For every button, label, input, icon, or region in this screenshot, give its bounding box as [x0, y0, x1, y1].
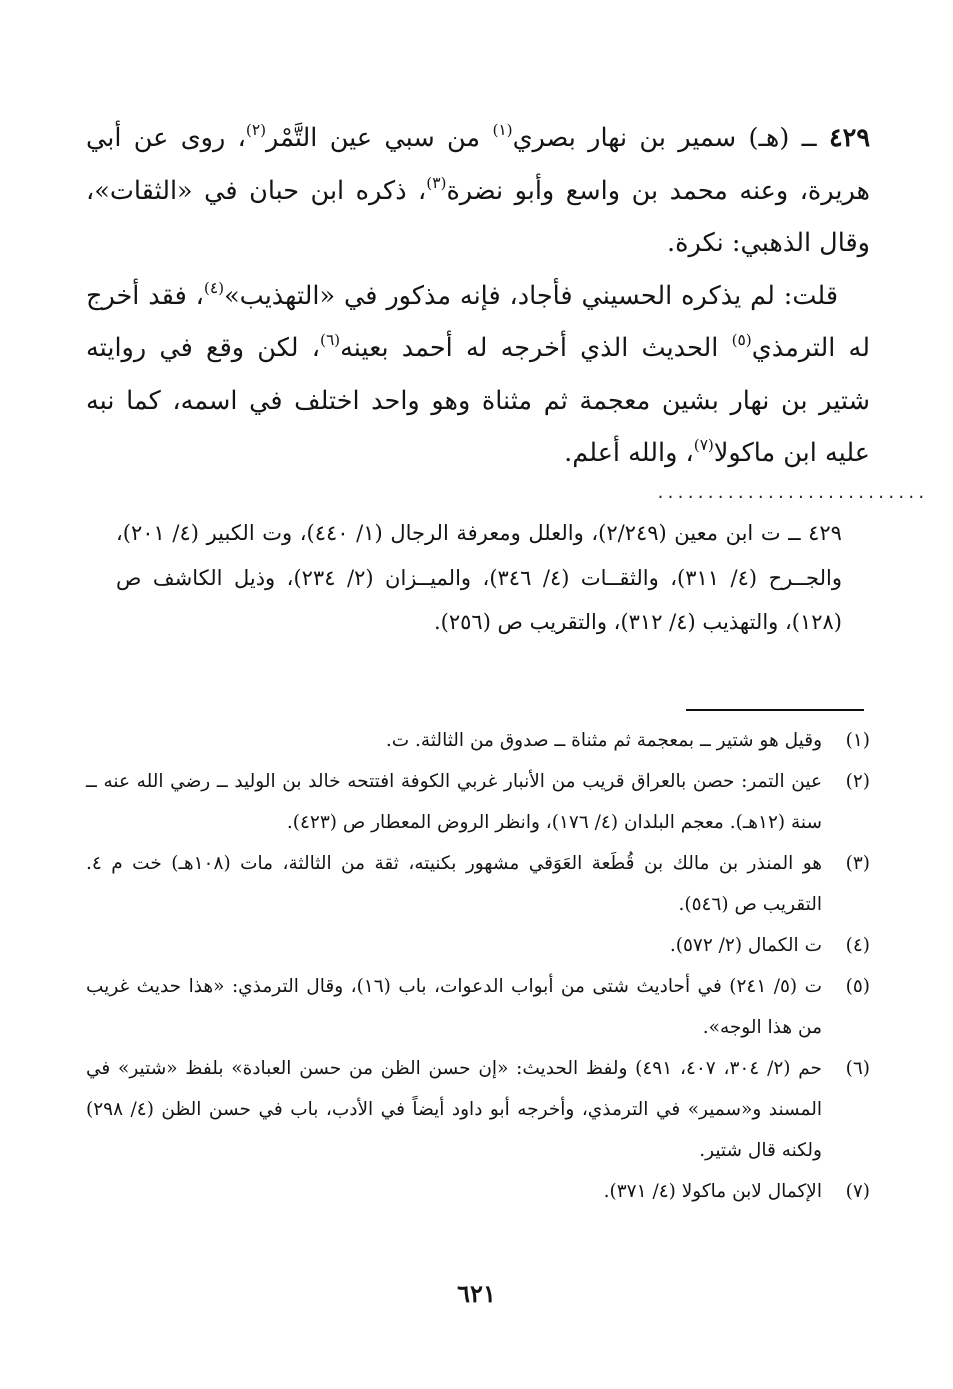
footnote-number: (٤)	[845, 935, 870, 956]
entry-text: ، ذكره ابن حبان في «الثقات»، وقال الذهبي: نكرة.	[86, 175, 870, 258]
footnote-number: (٥)	[845, 976, 870, 997]
footnote-text: وقيل هو شتير ــ بمعجمة ثم مثناة ــ صدوق من الثالثة. ت.	[385, 730, 822, 751]
sources-text: ٤٢٩ ــ ت ابن معين (٢/٢٤٩)، والعلل ومعرفة الرجال (١/ ٤٤٠)، وت الكبير (٤/ ٢٠١)، والجــرح (٤/ ٣١١)، والثقــات (٤/ ٣٤٦)، والميــزان (٢/ ٢٣٤)، وذيل الكاشف ص (١٢٨)، والتهذيب (٤/ ٣١٢)، والتقريب ص (٢٥٦).	[116, 521, 842, 634]
main-entry	[86, 112, 870, 480]
sources-block	[116, 511, 842, 645]
footnote-text: هو المنذر بن مالك بن قُطَعة العَوَقي مشهور بكنيته، ثقة من الثالثة، مات (١٠٨هـ) خت م ٤. التقريب ص (٥٤٦).	[86, 853, 823, 915]
entry-text: من سبي عين التَّمْر	[266, 123, 481, 153]
footnote-divider	[686, 709, 864, 711]
footnote-ref-6[interactable]: (٦)	[319, 330, 341, 349]
footnotes	[86, 720, 870, 1212]
footnote-ref-7[interactable]: (٧)	[693, 435, 714, 454]
entry-code: (هـ)	[748, 123, 790, 153]
entry-text: ، فقد أخرج له الترمذي	[86, 280, 870, 363]
footnote-number: (١)	[845, 730, 870, 751]
entry-text: ، روى عن أبي هريرة، وعنه محمد بن واسع وأبو نضرة	[86, 123, 870, 206]
dotted-separator: ...........................	[656, 484, 927, 502]
footnote-text: عين التمر: حصن بالعراق قريب من الأنبار غربي الكوفة افتتحه خالد بن الوليد ــ رضي الله عنه ــ سنة (١٢هـ). معجم البلدان (٤/ ١٧٦)، وانظر الروض المعطار ص (٤٢٣).	[86, 771, 822, 833]
footnote-4	[86, 925, 870, 966]
footnote-number: (٣)	[845, 853, 870, 874]
footnote-ref-4[interactable]: (٤)	[203, 278, 225, 297]
footnote-ref-1[interactable]: (١)	[492, 120, 513, 139]
footnote-7	[86, 1171, 870, 1212]
page-number: ٦٢١	[457, 1279, 496, 1308]
footnote-3	[86, 843, 870, 925]
entry-text: الحديث الذي أخرجه له أحمد بعينه	[340, 333, 732, 363]
footnote-ref-5[interactable]: (٥)	[731, 330, 752, 349]
footnote-text: الإكمال لابن ماكولا (٤/ ٣٧١).	[603, 1181, 822, 1202]
footnote-6	[86, 1048, 870, 1171]
footnote-2	[86, 761, 870, 843]
footnote-ref-3[interactable]: (٣)	[426, 173, 447, 192]
footnote-number: (٧)	[845, 1181, 870, 1202]
narrator-name: سمير بن نهار بصري	[512, 123, 737, 153]
entry-paragraph-2	[86, 270, 870, 480]
footnote-text: حم (٢/ ٣٠٤، ٤٠٧، ٤٩١) ولفظ الحديث: «إن حسن الظن من حسن العبادة» بلفظ «شتير» في المسند و«سمير» في الترمذي، وأخرجه أبو داود أيضاً في الأدب، باب في حسن الظن (٤/ ٢٩٨) ولكنه قال شتير.	[86, 1058, 823, 1161]
entry-text: ، والله أعلم.	[564, 438, 694, 468]
footnote-5	[86, 966, 870, 1048]
footnote-ref-2[interactable]: (٢)	[245, 120, 267, 139]
footnote-text: ت (٥/ ٢٤١) في أحاديث شتى من أبواب الدعوات، باب (١٦)، وقال الترمذي: «هذا حديث غريب من هذا الوجه».	[86, 976, 822, 1038]
footnote-text: ت الكمال (٢/ ٥٧٢).	[669, 935, 822, 956]
footnote-number: (٢)	[845, 771, 870, 792]
footnote-1	[86, 720, 870, 761]
footnote-number: (٦)	[845, 1058, 870, 1079]
entry-text: قلت: لم يذكره الحسيني فأجاد، فإنه مذكور في «التهذيب»	[224, 280, 839, 311]
entry-text: ، لكن وقع في روايته شتير بن نهار بشين معجمة ثم مثناة وهو واحد اختلف في اسمه، كما نبه عليه ابن ماكولا	[86, 333, 870, 468]
entry-number: ٤٢٩	[828, 123, 871, 153]
entry-paragraph-1: ٤٢٩ ــ (هـ) سمير بن نهار بصري$^{(١)}$ من سبي عين التَّمْر$^{(٢)}$، روى عن أبي هريرة، وعنه محمد بن واسع وأبو نضرة$^{(٣)}$، ذكره ابن حبان في «الثقات»، وقال الذهبي: نكرة.	[86, 120, 871, 258]
